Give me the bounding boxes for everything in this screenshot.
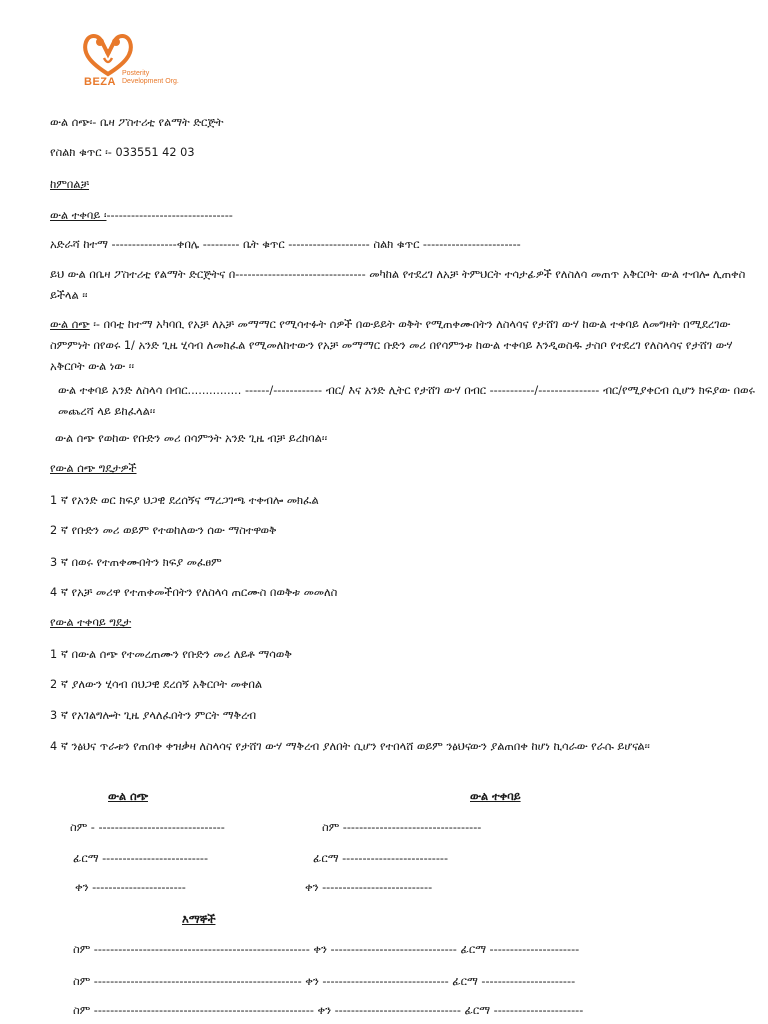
- logo-subtitle: Posterity Development Org.: [122, 70, 179, 85]
- giver-paragraph-label: ውል ሰጭ: [50, 318, 90, 331]
- logo-brand: BEZA: [84, 76, 116, 88]
- giver-duty-item: 3 ኛ በወሩ የተጠቀሙበትን ክፍያ መፈፀም: [50, 556, 222, 569]
- witnesses-title: እማኞች: [182, 913, 216, 926]
- intro-paragraph: ይህ ውል በቤዛ ፖስተሪቲ የልማት ድርጅትና በ-------------------------------- መካከል የተደረገ ለአቻ ትምህርት ተሳታፊዎች የለስለሳ መጠጥ አቅርቦት ውል ተብሎ ሊጠቀስ ይችላል ፡፡: [50, 268, 746, 302]
- witness-row: ስም --------------------------------------------------- ቀን ------------------------------- ፊርማ -----------------------: [73, 975, 576, 988]
- recipient-line: [50, 208, 233, 224]
- recipient-label: ውል ተቀባይ ፡: [50, 209, 107, 222]
- receiver-duty-item: 1 ኛ በውል ሰጭ የተመረጠሙን የቡድን መሪ ለይቶ ማሳወቅ: [50, 648, 292, 661]
- witness-row: ስም ----------------------------------------------------- ቀን ------------------------------- ፊርማ ----------------------: [73, 943, 580, 956]
- logo-text: [84, 70, 179, 90]
- phone-line: የስልክ ቁጥር ፡- 033551 42 03: [50, 146, 195, 159]
- receiver-duties-title: የውል ተቀባይ ግዴታ: [50, 616, 132, 629]
- location-heading: ከምበልቻ: [50, 178, 90, 191]
- giver-signature-title: ውል ሰጭ: [108, 790, 148, 803]
- receiver-duty-item: 2 ኛ ያለውን ሂሳብ በህጋዊ ደረሰኝ አቅርቦት መቀበል: [50, 678, 263, 691]
- giver-paragraph: [50, 314, 750, 377]
- giver-signature-field: ፊርማ --------------------------: [73, 852, 209, 865]
- giver-name-field: ስም - -------------------------------: [70, 821, 225, 834]
- recipient-blank: -------------------------------: [106, 209, 233, 222]
- weekly-line: ውል ሰጭ የወከው የቡድን መሪ በሳምንት አንድ ጊዜ ብቻ ይረከባል፡፡: [55, 432, 328, 445]
- giver-duty-item: 4 ኛ የአቻ መሪዋ የተጠቀመችበትን የለስላሳ ጠርሙስ በወቅቱ መመለስ: [50, 586, 338, 599]
- giver-duty-item: 1 ኛ የአንድ ወር ክፍያ ህጋዊ ደረሰኝና ማረጋገጫ ተቀብሎ መክፈል: [50, 494, 319, 507]
- giver-date-field: ቀን -----------------------: [75, 881, 186, 894]
- giver-duty-item: 2 ኛ የቡድን መሪ ወይም የተወከለውን ሰው ማስተዋወቅ: [50, 524, 277, 537]
- witness-row: ስም ------------------------------------------------------ ቀን ------------------------------- ፊርማ ----------------------: [73, 1004, 584, 1017]
- price-paragraph: ውል ተቀባይ አንድ ለስላሳ በብር............... ------/------------ ብር/ እና አንድ ሊትር የታሸገ ውሃ በብር -----------/--------------- ብር/የሚያቀርብ ሲሆን ክፍያው በወሩ መጨረሻ ላይ ይከፈላል፡፡: [58, 384, 755, 418]
- receiver-name-field: ስም ----------------------------------: [322, 821, 482, 834]
- giver-paragraph-text: ፡- በባቲ ከተማ አካባቢ የአቻ ለአቻ መማማር የሚሳተፉት ሰዎች በውይይት ወቅት የሚጠቀሙበትን ለስላሳና የታሸገ ውሃ ከውል ተቀባይ ለመግዛት በሚደረገው ስምምነት በየወሩ 1/ አንድ ጊዜ ሂሳብ ለመክፈል የሚመለከተውን የአቻ መማማር ቡድን መሪ በየሳምንቱ ከውል ተቀባይ እንዲወስዱ ታስቦ የተደረገ የለስላሳና የታሸገ ውሃ አቅርቦት ውል ነው ፡፡: [50, 318, 733, 373]
- receiver-signature-field: ፊርማ --------------------------: [313, 852, 449, 865]
- receiver-duty-item: 3 ኛ የአገልግሎት ጊዜ ያላለፈበትን ምርት ማቅረብ: [50, 709, 257, 722]
- contract-giver-line: ውል ሰጭ፡- ቤዛ ፖስተሪቲ የልማት ድርጅት: [50, 116, 224, 129]
- giver-duties-title: የውል ሰጭ ግዴታዎች: [50, 462, 137, 475]
- receiver-date-field: ቀን ---------------------------: [305, 881, 433, 894]
- receiver-duty-item-4: 4 ኛ ንፅህና ጥራቱን የጠበቀ ቀዝቃዛ ለስላሳና የታሸገ ውሃ ማቅረብ ያለበት ሲሆን የተበላሸ ወይም ንፅህናውን ያልጠበቀ ከሆነ ኪሳራው የራሱ ይሆናል፡፡: [50, 740, 650, 753]
- receiver-signature-title: ውል ተቀባይ: [470, 790, 521, 803]
- address-line: አድራሻ ከተማ ----------------ቀበሌ --------- ቤት ቁጥር -------------------- ስልክ ቁጥር ------------------------: [50, 238, 521, 251]
